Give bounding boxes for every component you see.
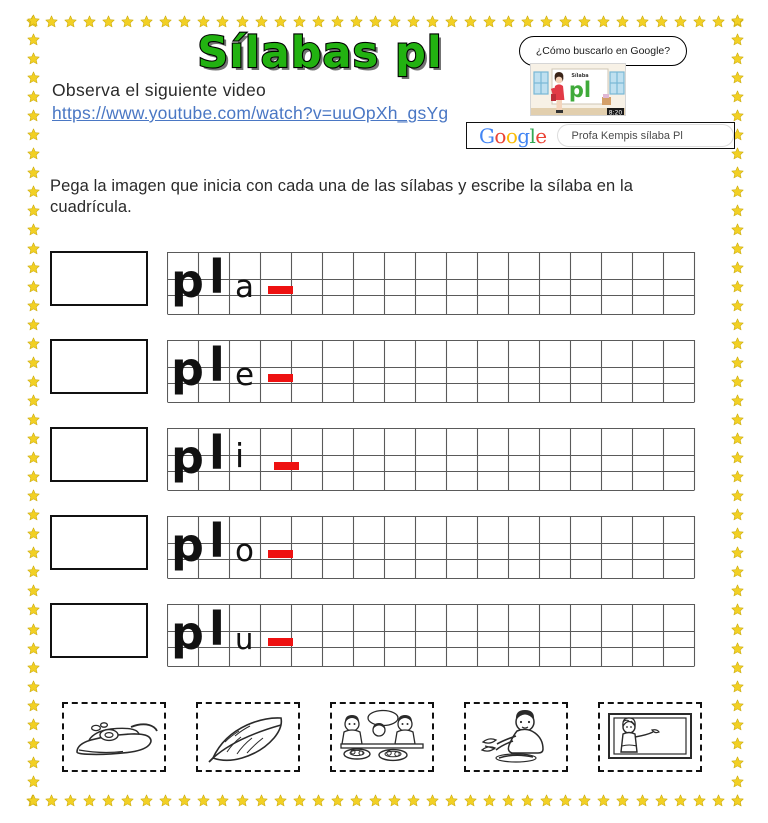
star-icon <box>27 794 40 807</box>
star-icon <box>140 794 153 807</box>
star-icon <box>27 661 40 674</box>
svg-text:Sílaba: Sílaba <box>571 73 589 79</box>
star-icon <box>27 603 40 616</box>
star-icon <box>731 71 744 84</box>
star-icon <box>27 527 40 540</box>
google-logo-letter: o <box>505 123 518 148</box>
star-icon <box>636 794 649 807</box>
star-icon <box>216 794 229 807</box>
star-icon <box>369 794 382 807</box>
letter-vowel: o <box>235 533 254 569</box>
letter-l: l <box>209 514 225 568</box>
star-icon <box>502 794 515 807</box>
star-icon <box>197 15 210 28</box>
star-icon <box>693 15 706 28</box>
letter-vowel: u <box>235 622 254 656</box>
letter-vowel: a <box>235 269 254 305</box>
letter-p: p <box>171 606 204 660</box>
star-icon <box>388 794 401 807</box>
star-icon <box>178 794 191 807</box>
star-icon <box>731 147 744 160</box>
star-icon <box>83 794 96 807</box>
star-icon <box>731 565 744 578</box>
writing-grid[interactable] <box>167 248 695 318</box>
star-icon <box>731 261 744 274</box>
star-icon <box>27 185 40 198</box>
party-plates-image[interactable] <box>330 702 434 772</box>
star-icon <box>731 432 744 445</box>
star-icon <box>597 794 610 807</box>
star-icon <box>731 546 744 559</box>
observa-label: Observa el siguiente video <box>52 80 267 100</box>
star-icon <box>140 15 153 28</box>
star-icon <box>388 15 401 28</box>
star-icon <box>674 794 687 807</box>
star-icon <box>27 166 40 179</box>
star-icon <box>636 15 649 28</box>
star-icon <box>27 375 40 388</box>
letter-vowel: e <box>235 357 255 393</box>
star-icon <box>731 204 744 217</box>
letter-p: p <box>171 430 204 484</box>
star-icon <box>27 584 40 597</box>
star-icon <box>27 204 40 217</box>
star-icon <box>731 680 744 693</box>
star-icon <box>27 14 40 27</box>
star-icon <box>369 15 382 28</box>
star-icon <box>559 794 572 807</box>
google-logo <box>479 123 547 148</box>
instructions-text: Pega la imagen que inicia con cada una de las sílabas y escribe la sílaba en la cuadrícula. <box>50 177 634 216</box>
star-icon <box>464 15 477 28</box>
search-input[interactable]: Profa Kempis sílaba Pl <box>557 124 734 147</box>
border-top <box>26 14 744 28</box>
star-icon <box>27 756 40 769</box>
star-icon <box>27 147 40 160</box>
star-icon <box>27 52 40 65</box>
star-icon <box>407 794 420 807</box>
google-logo-letter: o <box>494 123 506 148</box>
google-logo-letter: e <box>535 123 547 148</box>
star-icon <box>27 337 40 350</box>
paste-box-pli[interactable] <box>50 427 148 482</box>
star-icon <box>27 242 40 255</box>
star-icon <box>731 527 744 540</box>
star-icon <box>502 15 515 28</box>
google-logo-letter: G <box>479 123 495 148</box>
star-icon <box>731 375 744 388</box>
paste-box-plo[interactable] <box>50 515 148 570</box>
star-icon <box>655 15 668 28</box>
star-icon <box>731 299 744 312</box>
star-icon <box>27 718 40 731</box>
star-icon <box>540 15 553 28</box>
star-icon <box>27 128 40 141</box>
star-icon <box>27 737 40 750</box>
exercise-row <box>50 512 695 584</box>
star-icon <box>731 794 744 807</box>
star-icon <box>731 280 744 293</box>
star-icon <box>27 394 40 407</box>
google-search-bar[interactable] <box>466 122 735 149</box>
star-icon <box>197 794 210 807</box>
star-icon <box>121 15 134 28</box>
star-icon <box>464 794 477 807</box>
star-icon <box>45 15 58 28</box>
star-icon <box>27 680 40 693</box>
paste-box-pla[interactable] <box>50 251 148 306</box>
star-icon <box>27 413 40 426</box>
star-icon <box>27 699 40 712</box>
writing-grid[interactable] <box>167 336 695 406</box>
star-icon <box>540 794 553 807</box>
star-icon <box>731 109 744 122</box>
star-icon <box>731 489 744 502</box>
star-icon <box>27 565 40 578</box>
star-icon <box>27 451 40 464</box>
star-icon <box>27 546 40 559</box>
letter-l: l <box>209 602 225 656</box>
star-icon <box>274 794 287 807</box>
star-icon <box>731 508 744 521</box>
page-title: Sílabas pl <box>197 28 443 78</box>
star-icon <box>236 15 249 28</box>
star-icon <box>731 584 744 597</box>
letter-vowel: i <box>235 436 245 475</box>
star-icon <box>483 794 496 807</box>
star-icon <box>731 623 744 636</box>
star-icon <box>426 15 439 28</box>
star-icon <box>83 15 96 28</box>
paste-box-ple[interactable] <box>50 339 148 394</box>
star-icon <box>27 470 40 483</box>
star-icon <box>731 166 744 179</box>
letter-p: p <box>171 342 204 396</box>
star-icon <box>27 623 40 636</box>
star-icon <box>731 413 744 426</box>
cutout-strip <box>62 702 702 774</box>
star-icon <box>27 223 40 236</box>
star-icon <box>731 394 744 407</box>
star-icon <box>102 15 115 28</box>
star-icon <box>178 15 191 28</box>
star-icon <box>731 603 744 616</box>
star-icon <box>255 794 268 807</box>
star-icon <box>731 337 744 350</box>
star-icon <box>578 15 591 28</box>
star-icon <box>578 794 591 807</box>
star-icon <box>731 185 744 198</box>
star-icon <box>236 794 249 807</box>
star-icon <box>350 15 363 28</box>
star-icon <box>731 242 744 255</box>
star-icon <box>731 318 744 331</box>
star-icon <box>312 794 325 807</box>
svg-text:pl: pl <box>568 78 592 102</box>
star-icon <box>64 15 77 28</box>
star-icon <box>27 90 40 103</box>
star-icon <box>731 451 744 464</box>
star-icon <box>159 15 172 28</box>
star-icon <box>331 15 344 28</box>
google-logo-letter: l <box>529 123 536 148</box>
exercise-row <box>50 600 695 672</box>
planting-man-image[interactable] <box>464 702 568 772</box>
exercise-row <box>50 424 695 496</box>
star-icon <box>27 356 40 369</box>
writing-grid[interactable] <box>167 424 695 494</box>
video-link[interactable]: https://www.youtube.com/watch?v=uuOpXh_gsYg <box>52 103 449 123</box>
star-icon <box>731 90 744 103</box>
star-icon <box>483 15 496 28</box>
star-icon <box>731 699 744 712</box>
star-icon <box>731 718 744 731</box>
star-icon <box>27 508 40 521</box>
star-icon <box>27 71 40 84</box>
star-icon <box>597 15 610 28</box>
star-icon <box>27 261 40 274</box>
star-icon <box>731 470 744 483</box>
star-icon <box>731 642 744 655</box>
star-icon <box>693 794 706 807</box>
star-icon <box>559 15 572 28</box>
star-icon <box>274 15 287 28</box>
star-icon <box>731 756 744 769</box>
star-icon <box>27 299 40 312</box>
star-icon <box>27 109 40 122</box>
border-bottom <box>26 793 744 807</box>
star-icon <box>293 15 306 28</box>
star-icon <box>731 52 744 65</box>
feather-image[interactable] <box>196 702 300 772</box>
border-left <box>26 14 40 807</box>
star-icon <box>731 737 744 750</box>
star-icon <box>27 642 40 655</box>
star-icon <box>27 489 40 502</box>
iron-image[interactable] <box>62 702 166 772</box>
video-thumbnail[interactable] <box>530 63 626 116</box>
letter-p: p <box>171 254 204 308</box>
star-icon <box>27 318 40 331</box>
star-icon <box>616 15 629 28</box>
star-icon <box>731 775 744 788</box>
star-icon <box>731 661 744 674</box>
star-icon <box>674 15 687 28</box>
letter-p: p <box>171 518 204 572</box>
star-icon <box>731 14 744 27</box>
star-icon <box>159 794 172 807</box>
writing-grid[interactable] <box>167 600 695 670</box>
star-icon <box>616 794 629 807</box>
star-icon <box>407 15 420 28</box>
star-icon <box>445 15 458 28</box>
star-icon <box>731 223 744 236</box>
exercise-row <box>50 336 695 408</box>
writing-grid[interactable] <box>167 512 695 582</box>
star-icon <box>331 794 344 807</box>
star-icon <box>731 356 744 369</box>
star-icon <box>712 794 725 807</box>
star-icon <box>216 15 229 28</box>
paste-box-plu[interactable] <box>50 603 148 658</box>
star-icon <box>350 794 363 807</box>
star-icon <box>712 15 725 28</box>
star-icon <box>27 33 40 46</box>
star-icon <box>426 794 439 807</box>
star-icon <box>293 794 306 807</box>
speech-bubble: ¿Cómo buscarlo en Google? <box>519 36 687 66</box>
star-icon <box>27 280 40 293</box>
star-icon <box>521 15 534 28</box>
svg-text:8:20: 8:20 <box>608 109 623 116</box>
star-icon <box>64 794 77 807</box>
star-icon <box>102 794 115 807</box>
star-icon <box>27 432 40 445</box>
star-icon <box>45 794 58 807</box>
blackboard-teacher-image[interactable] <box>598 702 702 772</box>
star-icon <box>27 775 40 788</box>
star-icon <box>255 15 268 28</box>
star-icon <box>121 794 134 807</box>
google-logo-letter: g <box>517 123 530 148</box>
star-icon <box>312 15 325 28</box>
letter-l: l <box>209 250 225 304</box>
star-icon <box>445 794 458 807</box>
star-icon <box>731 33 744 46</box>
letter-l: l <box>209 426 225 480</box>
star-icon <box>655 794 668 807</box>
letter-l: l <box>209 338 225 392</box>
star-icon <box>521 794 534 807</box>
exercise-row <box>50 248 695 320</box>
